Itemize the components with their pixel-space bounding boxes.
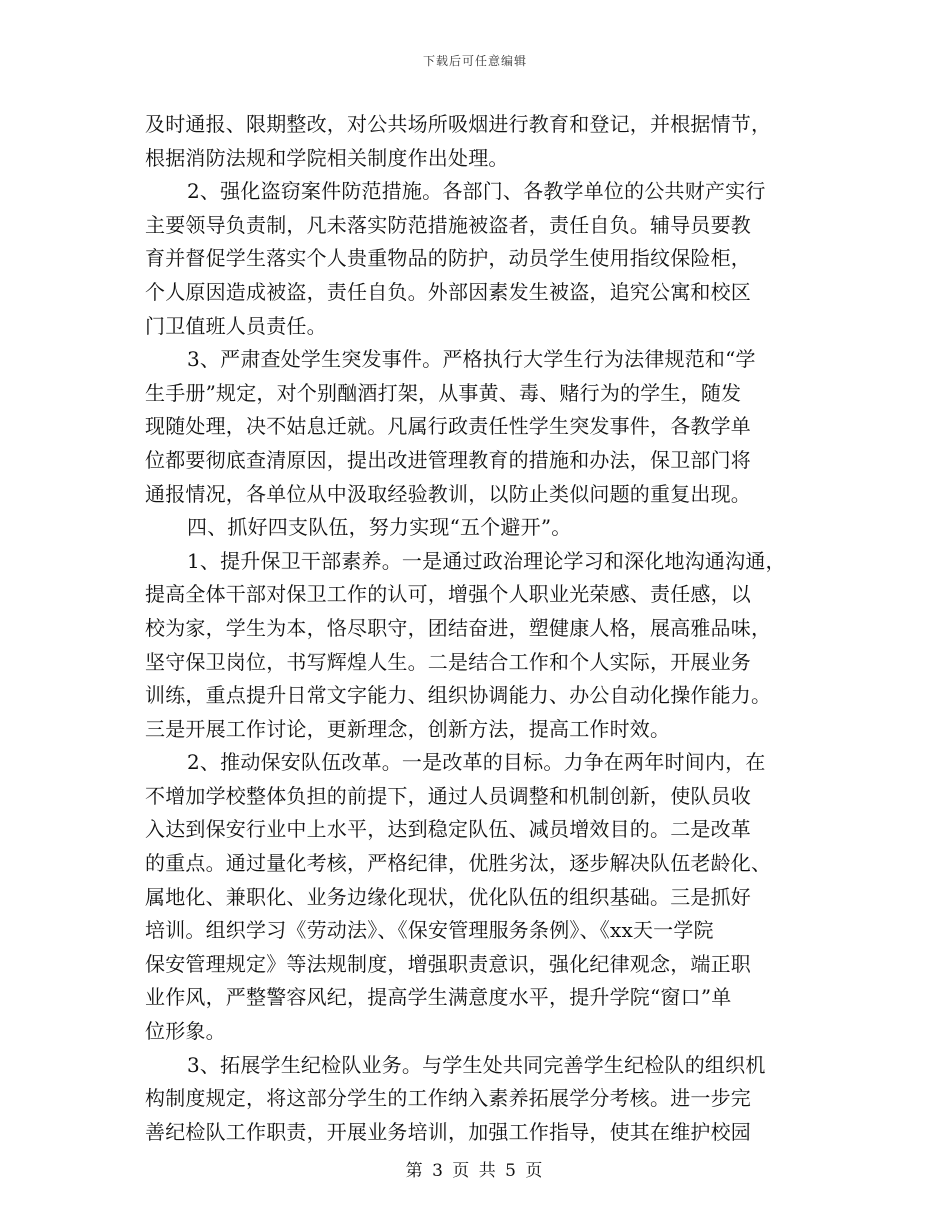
text-line: 根据消防法规和学院相关制度作出处理。 [145,145,509,170]
text-line: 位形象。 [145,1019,226,1044]
text-line: 3、严肃查处学生突发事件。严格执行大学生行为法律规范和“学 [187,347,756,372]
page-header: 下载后可任意编辑 [422,54,527,68]
page-footer: 第 3 页 共 5 页 [405,1161,545,1181]
text-line: 不增加学校整体负担的前提下，通过人员调整和机制创新，使队员收 [145,783,751,808]
text-line: 通报情况，各单位从中汲取经验教训，以防止类似问题的重复出现。 [145,481,751,506]
text-line: 1、提升保卫干部素养。一是通过政治理论学习和深化地沟通沟通， [187,548,786,573]
text-line: 坚守保卫岗位，书写辉煌人生。二是结合工作和个人实际，开展业务 [145,649,751,674]
text-line: 提高全体干部对保卫工作的认可，增强个人职业光荣感、责任感，以 [145,582,751,607]
text-line: 善纪检队工作职责，开展业务培训，加强工作指导，使其在维护校园 [145,1119,751,1144]
text-line: 业作风，严整警容风纪，提高学生满意度水平，提升学院“窗口”单 [145,985,732,1010]
text-line: 育并督促学生落实个人贵重物品的防护，动员学生使用指纹保险柜， [145,246,751,271]
text-line: 四、抓好四支队伍，努力实现“五个避开”。 [187,515,572,540]
text-line: 的重点。通过量化考核，严格纪律，优胜劣汰，逐步解决队伍老龄化、 [145,851,772,876]
text-line: 培训。组织学习《劳动法》、《保安管理服务条例》、《xx天一学院 [145,918,714,943]
text-line: 三是开展工作讨论，更新理念，创新方法，提高工作时效。 [145,716,671,741]
text-line: 校为家，学生为本，恪尽职守，团结奋进，塑健康人格，展高雅品味， [145,615,772,640]
text-line: 训练，重点提升日常文字能力、组织协调能力、办公自动化操作能力。 [145,683,772,708]
text-line: 门卫值班人员责任。 [145,313,327,338]
document-body [0,108,950,1149]
text-line: 个人原因造成被盗，责任自负。外部因素发生被盗，追究公寓和校区 [145,279,751,304]
text-line: 2、推动保安队伍改革。一是改革的目标。力争在两年时间内，在 [187,750,766,775]
text-line: 生手册”规定，对个别酗酒打架，从事黄、毒、赌行为的学生，随发 [145,380,742,405]
text-line: 位都要彻底查清原因，提出改进管理教育的措施和办法，保卫部门将 [145,447,751,472]
text-line: 主要领导负责制，凡未落实防范措施被盗者，责任自负。辅导员要教 [145,212,751,237]
text-line: 构制度规定，将这部分学生的工作纳入素养拓展学分考核。进一步完 [145,1086,751,1111]
text-line: 2、强化盗窃案件防范措施。各部门、各教学单位的公共财产实行 [187,179,766,204]
text-line: 3、拓展学生纪检队业务。与学生处共同完善学生纪检队的组织机 [187,1052,766,1077]
text-line: 保安管理规定》等法规制度，增强职责意识，强化纪律观念，端正职 [145,951,751,976]
text-line: 现随处理，决不姑息迁就。凡属行政责任性学生突发事件，各教学单 [145,414,751,439]
text-line: 入达到保安行业中上水平，达到稳定队伍、减员增效目的。二是改革 [145,817,751,842]
text-line: 属地化、兼职化、业务边缘化现状，优化队伍的组织基础。三是抓好 [145,884,751,909]
text-line: 及时通报、限期整改，对公共场所吸烟进行教育和登记，并根据情节， [145,112,772,136]
